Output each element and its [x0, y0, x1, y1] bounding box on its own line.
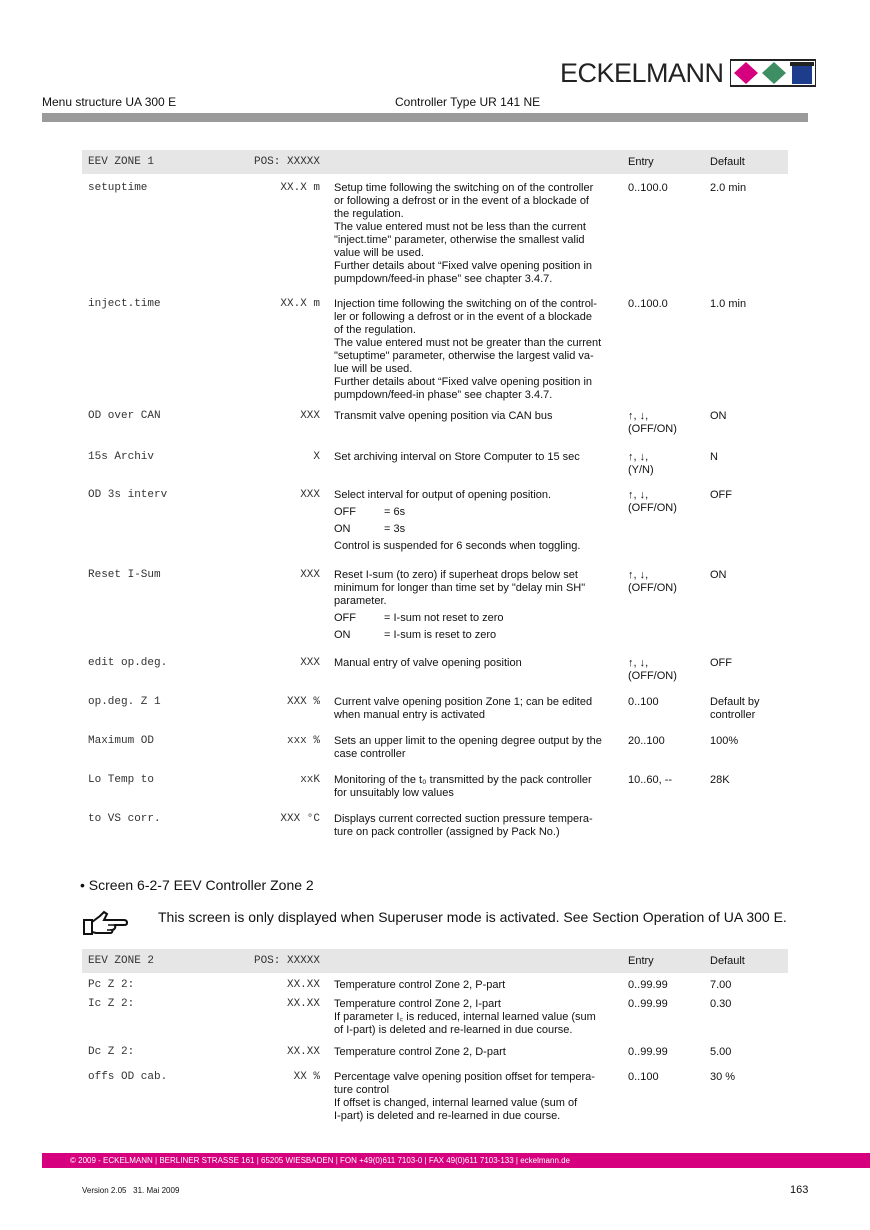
param-format: xxx % — [286, 735, 320, 747]
param-entry: 0..99.99 — [628, 1046, 668, 1058]
param-name: Ic Z 2: — [88, 998, 135, 1010]
param-name: 15s Archiv — [88, 451, 155, 463]
param-name: Lo Temp to — [88, 774, 155, 786]
param-description: Setup time following the switching on of the controller or following a defrost or in the event of a blockade of the regulation. The value entered must not be less than the current "inject.time" parameter, otherwise the smallest valid value will be used. Further details about “Fixed valve opening position in pumpdown/feed-in phase” see chapter 3.4.7. — [334, 182, 594, 285]
param-entry — [628, 813, 710, 853]
param-entry: 0..100.0 — [628, 298, 668, 310]
param-format: XXX — [300, 410, 320, 422]
header-entry: Entry — [628, 150, 710, 174]
param-description: Current valve opening position Zone 1; can be edited when manual entry is activated — [334, 696, 593, 721]
param-format: XXX — [300, 569, 320, 581]
table-row — [82, 774, 788, 813]
param-format: XX.XX — [286, 1046, 320, 1058]
param-description: Select interval for output of opening position. OFF = 6s ON = 3s Control is suspended for 6 seconds when toggling. — [334, 489, 581, 552]
param-description: Temperature control Zone 2, D-part — [334, 1046, 506, 1058]
param-entry: ↑, ↓, (OFF/ON) — [628, 489, 677, 514]
param-description: Temperature control Zone 2, P-part — [334, 979, 506, 991]
param-entry: ↑, ↓, (Y/N) — [628, 451, 654, 476]
header-rule — [42, 113, 808, 122]
param-format: XX.X m — [280, 182, 320, 194]
table-row — [82, 973, 788, 998]
table-header — [82, 949, 788, 973]
header-pos: POS: XXXXX — [238, 949, 334, 973]
param-format: XXX — [300, 489, 320, 501]
param-entry: 0..100 — [628, 1071, 659, 1083]
header-left: Menu structure UA 300 E — [42, 95, 177, 109]
param-format: X — [313, 451, 320, 463]
table-row — [82, 696, 788, 735]
table-row — [82, 813, 788, 853]
header-entry: Entry — [628, 949, 710, 973]
param-description: Displays current corrected suction pressure tempera- ture on pack controller (assigned by Pack No.) — [334, 813, 593, 838]
param-default: 0.30 — [710, 998, 732, 1010]
param-default: 28K — [710, 774, 730, 786]
brand-logo — [560, 58, 816, 88]
parameter-table-zone1 — [82, 150, 788, 853]
brand-logo-mark-icon — [730, 58, 816, 88]
table-row — [82, 298, 788, 410]
table-row — [82, 1071, 788, 1126]
param-default: OFF — [710, 489, 732, 501]
param-description: Sets an upper limit to the opening degree output by the case controller — [334, 735, 602, 760]
param-format: XX.X m — [280, 298, 320, 310]
version-info: Version 2.05 31. Mai 2009 — [82, 1186, 180, 1195]
param-default: ON — [710, 410, 727, 422]
param-name: inject.time — [88, 298, 161, 310]
table-row — [82, 489, 788, 569]
header-default: Default — [710, 150, 788, 174]
param-description: Injection time following the switching on of the control- ler or following a defrost or in the event of a blockade of the regulation. The value entered must not be greater than the current "setuptime" parameter, otherwise the largest valid va- lue will be used. Further details about “Fixed valve opening position in pumpdown/feed-in phase” see chapter 3.4.7. — [334, 298, 602, 401]
header-default: Default — [710, 949, 788, 973]
table-row — [82, 735, 788, 774]
param-default: 1.0 min — [710, 298, 747, 310]
table-row — [82, 1046, 788, 1071]
param-entry: 20..100 — [628, 735, 665, 747]
param-name: Maximum OD — [88, 735, 155, 747]
param-format: XXX °C — [280, 813, 320, 825]
param-default: 7.00 — [710, 979, 732, 991]
param-name: to VS corr. — [88, 813, 161, 825]
param-format: XX % — [293, 1071, 320, 1083]
table-row — [82, 569, 788, 657]
table-row — [82, 451, 788, 489]
header-pos: POS: XXXXX — [238, 150, 334, 174]
footer-bar: © 2009 - ECKELMANN | BERLINER STRASSE 161 | 65205 WIESBADEN | FON +49(0)611 7103-0 | FAX 49(0)611 7103-133 | eckelmann.de — [42, 1153, 870, 1168]
param-name: offs OD cab. — [88, 1071, 168, 1083]
param-entry: 0..99.99 — [628, 998, 668, 1010]
param-default: 5.00 — [710, 1046, 732, 1058]
param-description: Monitoring of the t₀ transmitted by the pack controller for unsuitably low values — [334, 774, 592, 799]
param-name: edit op.deg. — [88, 657, 168, 669]
param-description: Temperature control Zone 2, I-part If parameter I꜀ is reduced, internal learned value (sum of I-part) is deleted and re-learned in due course. — [334, 998, 596, 1036]
param-name: OD 3s interv — [88, 489, 168, 501]
param-name: Reset I-Sum — [88, 569, 161, 581]
param-default: 2.0 min — [710, 182, 747, 194]
bullet-icon: • — [80, 877, 89, 893]
table-row — [82, 410, 788, 451]
table-row — [82, 998, 788, 1046]
table-row — [82, 657, 788, 696]
param-format: xxK — [300, 774, 320, 786]
param-entry: ↑, ↓, (OFF/ON) — [628, 410, 677, 435]
param-default: Default by controller — [710, 696, 760, 721]
param-entry: 0..100.0 — [628, 182, 668, 194]
header-center: Controller Type UR 141 NE — [395, 95, 541, 109]
param-description: Transmit valve opening position via CAN bus — [334, 410, 553, 422]
param-format: XX.XX — [286, 979, 320, 991]
parameter-table-zone2 — [82, 949, 788, 1126]
param-entry: 0..99.99 — [628, 979, 668, 991]
pointing-hand-icon — [82, 910, 128, 941]
param-format: XXX — [300, 657, 320, 669]
param-name: Pc Z 2: — [88, 979, 135, 991]
param-entry: ↑, ↓, (OFF/ON) — [628, 657, 677, 682]
param-default: 30 % — [710, 1071, 736, 1083]
param-format: XXX % — [286, 696, 320, 708]
page-number: 163 — [790, 1184, 809, 1196]
superuser-note: This screen is only displayed when Superuser mode is activated. See Section Operation of UA 300 E. — [158, 909, 787, 925]
param-description: Percentage valve opening position offset for tempera- ture control If offset is changed, internal learned value (sum of I-part) is deleted and re-learned in due course. — [334, 1071, 595, 1122]
param-name: Dc Z 2: — [88, 1046, 135, 1058]
param-default: OFF — [710, 657, 732, 669]
param-entry: 10..60, -- — [628, 774, 673, 786]
param-description: Reset I-sum (to zero) if superheat drops below set minimum for longer than time set by "delay min SH" parameter. OFF = I-sum not reset to zero ON = I-sum is reset to zero — [334, 569, 586, 641]
param-name: setuptime — [88, 182, 148, 194]
param-name: op.deg. Z 1 — [88, 696, 161, 708]
param-description: Set archiving interval on Store Computer to 15 sec — [334, 451, 580, 463]
param-entry: 0..100 — [628, 696, 659, 708]
table-header — [82, 150, 788, 174]
param-format: XX.XX — [286, 998, 320, 1010]
param-name: OD over CAN — [88, 410, 161, 422]
header-name: EEV ZONE 2 — [82, 949, 238, 973]
param-description: Manual entry of valve opening position — [334, 657, 522, 669]
param-default: 100% — [710, 735, 739, 747]
section-heading: • Screen 6-2-7 EEV Controller Zone 2 — [80, 877, 314, 893]
table-row — [82, 174, 788, 298]
param-default — [710, 813, 788, 853]
param-entry: ↑, ↓, (OFF/ON) — [628, 569, 677, 594]
header-name: EEV ZONE 1 — [82, 150, 238, 174]
param-default: N — [710, 451, 718, 463]
brand-name: ECKELMANN — [560, 57, 724, 88]
param-default: ON — [710, 569, 727, 581]
